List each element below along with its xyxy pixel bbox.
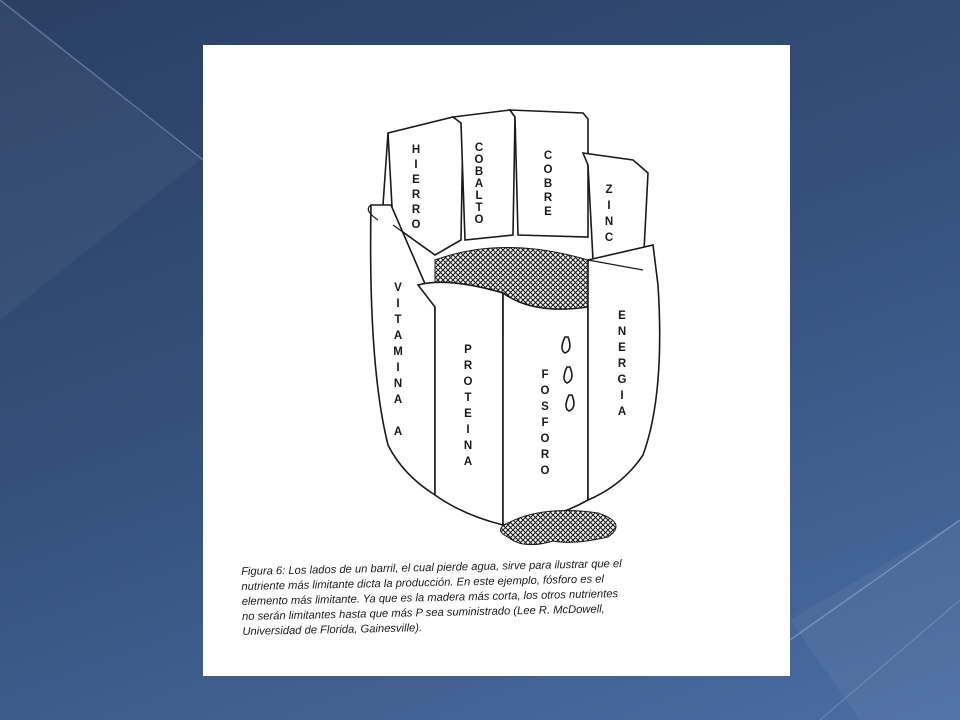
caption-line: elemento más limitante. Ya que es la madera más corta, los otros nutrientes (241, 588, 619, 608)
stave-label-zinc: Z I N C (604, 184, 614, 244)
caption-line: Figura 6: Los lados de un barril, el cual pierde agua, sirve para ilustrar que el (241, 558, 622, 578)
caption-line: Universidad de Florida, Gainesville). (242, 622, 423, 638)
stave-label-hierro: H I E R R O (411, 144, 421, 231)
caption-line: nutriente más limitante dicta la producción. En este ejemplo, fósforo es el (241, 573, 605, 593)
stave-label-fosforo: F O S F O R O (540, 369, 550, 477)
stave-label-cobre: C O B R E (543, 150, 553, 218)
figure-caption (241, 554, 772, 640)
barrel-figure (203, 45, 790, 676)
caption-line: no serán limitantes hasta que más P sea suministrado (Lee R. McDowell, (241, 603, 605, 623)
stave-label-vitamina-a: V I T A M I N A A (393, 282, 403, 438)
stave-label-energia: E N E R G I A (617, 310, 627, 418)
barrel-diagram (203, 45, 790, 565)
stave-label-proteina: P R O T E I N A (463, 344, 473, 468)
stave-label-cobalto: C O B A L T O (474, 142, 484, 226)
